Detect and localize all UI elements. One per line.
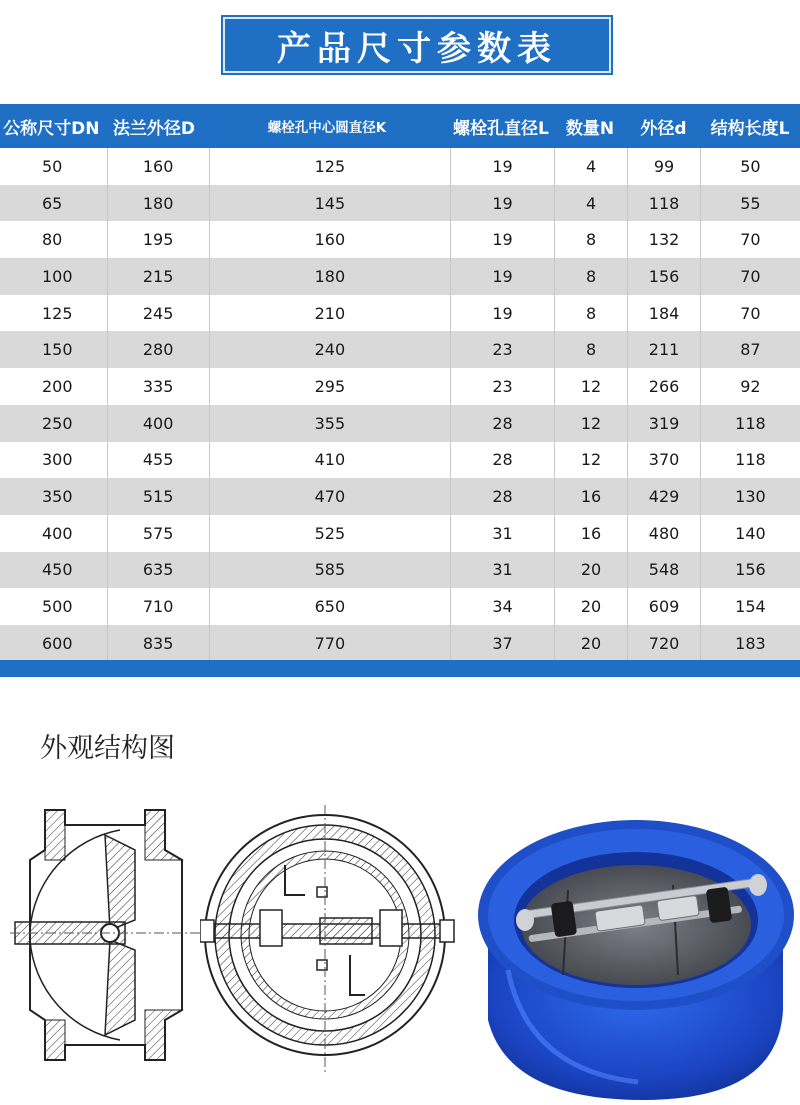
- cell-col-bolt-circle: 410: [210, 442, 452, 479]
- cell-col-outer-diameter: 609: [628, 588, 701, 625]
- cell-col-bolt-hole: 28: [451, 405, 555, 442]
- cell-col-face-length: 183: [735, 633, 766, 653]
- cell-col-flange-od: 400: [108, 405, 210, 442]
- valve-side-section-drawing: [10, 790, 200, 1080]
- cell-col-bolt-count: 12: [555, 442, 628, 479]
- cell-col-nominal-size: 400: [0, 515, 108, 552]
- cell-col-flange-od: 180: [108, 185, 210, 222]
- cell-col-nominal-size: 350: [0, 478, 108, 515]
- cell-col-face-length: 140: [735, 523, 766, 543]
- header-col-nominal-size: 公称尺寸DN: [3, 118, 100, 139]
- cell-col-nominal-size: 450: [0, 552, 108, 589]
- cell-col-bolt-count: 4: [555, 148, 628, 185]
- cell-col-bolt-hole: 19: [451, 295, 555, 332]
- cell-col-bolt-hole: 19: [451, 258, 555, 295]
- section-title: 外观结构图: [40, 733, 175, 764]
- cell-col-bolt-hole: 28: [451, 442, 555, 479]
- header-col-bolt-circle: 螺栓孔中心圆直径K: [267, 120, 387, 136]
- table-row: [0, 588, 800, 625]
- page-title: 产品尺寸参数表: [277, 28, 557, 69]
- cell-col-outer-diameter: 548: [628, 552, 701, 589]
- table-row: [0, 331, 800, 368]
- cell-col-nominal-size: 50: [0, 148, 108, 185]
- table-row: [0, 478, 800, 515]
- cell-col-nominal-size: 250: [0, 405, 108, 442]
- cell-col-flange-od: 515: [108, 478, 210, 515]
- table-row: [0, 405, 800, 442]
- cell-col-flange-od: 160: [108, 148, 210, 185]
- cell-col-flange-od: 455: [108, 442, 210, 479]
- header-col-face-length: 结构长度L: [710, 118, 790, 139]
- cell-col-face-length: 55: [740, 193, 761, 213]
- cell-col-bolt-count: 20: [555, 552, 628, 589]
- cell-col-bolt-count: 8: [555, 258, 628, 295]
- cell-col-outer-diameter: 211: [628, 331, 701, 368]
- valve-front-section-drawing: [200, 790, 465, 1090]
- cell-col-bolt-hole: 31: [451, 552, 555, 589]
- cell-col-bolt-hole: 19: [451, 185, 555, 222]
- cell-col-bolt-circle: 295: [210, 368, 452, 405]
- table-header-row: [0, 104, 800, 148]
- cell-col-outer-diameter: 118: [628, 185, 701, 222]
- cell-col-face-length: 87: [740, 340, 761, 360]
- cell-col-bolt-hole: 37: [451, 625, 555, 662]
- cell-col-flange-od: 280: [108, 331, 210, 368]
- cell-col-bolt-circle: 145: [210, 185, 452, 222]
- cell-col-outer-diameter: 266: [628, 368, 701, 405]
- cell-col-nominal-size: 200: [0, 368, 108, 405]
- header-col-bolt-count: 数量N: [565, 118, 615, 139]
- table-bottom-bar: [0, 660, 800, 677]
- cell-col-bolt-circle: 180: [210, 258, 452, 295]
- cell-col-outer-diameter: 132: [628, 221, 701, 258]
- cell-col-bolt-count: 20: [555, 588, 628, 625]
- cell-col-bolt-count: 16: [555, 478, 628, 515]
- cell-col-nominal-size: 100: [0, 258, 108, 295]
- title-banner: [223, 17, 611, 73]
- cell-col-bolt-hole: 19: [451, 221, 555, 258]
- cell-col-bolt-circle: 210: [210, 295, 452, 332]
- cell-col-bolt-circle: 585: [210, 552, 452, 589]
- cell-col-nominal-size: 150: [0, 331, 108, 368]
- cell-col-outer-diameter: 156: [628, 258, 701, 295]
- header-col-outer-diameter: 外径d: [640, 118, 687, 139]
- cell-col-bolt-circle: 240: [210, 331, 452, 368]
- cell-col-flange-od: 710: [108, 588, 210, 625]
- cell-col-bolt-count: 8: [555, 295, 628, 332]
- cell-col-flange-od: 335: [108, 368, 210, 405]
- cell-col-outer-diameter: 429: [628, 478, 701, 515]
- table-row: [0, 442, 800, 479]
- cell-col-bolt-hole: 23: [451, 368, 555, 405]
- cell-col-bolt-hole: 28: [451, 478, 555, 515]
- cell-col-flange-od: 635: [108, 552, 210, 589]
- table-row: [0, 258, 800, 295]
- cell-col-face-length: 50: [740, 156, 761, 176]
- cell-col-bolt-count: 20: [555, 625, 628, 662]
- cell-col-flange-od: 245: [108, 295, 210, 332]
- table-row: [0, 625, 800, 662]
- table-row: [0, 515, 800, 552]
- cell-col-face-length: 130: [735, 487, 766, 507]
- cell-col-face-length: 118: [735, 413, 766, 433]
- table-body: [0, 148, 800, 662]
- cell-col-face-length: 154: [735, 597, 766, 617]
- cell-col-outer-diameter: 319: [628, 405, 701, 442]
- cell-col-flange-od: 575: [108, 515, 210, 552]
- cell-col-bolt-hole: 19: [451, 148, 555, 185]
- cell-col-nominal-size: 600: [0, 625, 108, 662]
- table-row: [0, 221, 800, 258]
- header-col-bolt-hole: 螺栓孔直径L: [452, 118, 549, 139]
- cell-col-bolt-circle: 125: [210, 148, 452, 185]
- cell-col-face-length: 70: [740, 230, 761, 250]
- cell-col-face-length: 92: [740, 376, 761, 396]
- valve-photo: [468, 770, 800, 1105]
- table-row: [0, 368, 800, 405]
- cell-col-bolt-hole: 23: [451, 331, 555, 368]
- table-row: [0, 552, 800, 589]
- cell-col-bolt-count: 8: [555, 331, 628, 368]
- cell-col-bolt-count: 8: [555, 221, 628, 258]
- cell-col-bolt-circle: 470: [210, 478, 452, 515]
- cell-col-face-length: 118: [735, 450, 766, 470]
- cell-col-face-length: 70: [740, 303, 761, 323]
- cell-col-flange-od: 835: [108, 625, 210, 662]
- cell-col-bolt-circle: 770: [210, 625, 452, 662]
- cell-col-nominal-size: 125: [0, 295, 108, 332]
- cell-col-flange-od: 195: [108, 221, 210, 258]
- cell-col-nominal-size: 500: [0, 588, 108, 625]
- cell-col-bolt-hole: 31: [451, 515, 555, 552]
- cell-col-bolt-circle: 160: [210, 221, 452, 258]
- table-row: [0, 148, 800, 185]
- cell-col-nominal-size: 80: [0, 221, 108, 258]
- cell-col-bolt-circle: 525: [210, 515, 452, 552]
- cell-col-outer-diameter: 720: [628, 625, 701, 662]
- cell-col-face-length: 70: [740, 266, 761, 286]
- cell-col-bolt-circle: 355: [210, 405, 452, 442]
- header-col-flange-od: 法兰外径D: [112, 118, 195, 139]
- spec-table: [0, 104, 800, 662]
- cell-col-outer-diameter: 184: [628, 295, 701, 332]
- table-row: [0, 295, 800, 332]
- cell-col-outer-diameter: 99: [628, 148, 701, 185]
- cell-col-bolt-count: 12: [555, 405, 628, 442]
- cell-col-bolt-count: 4: [555, 185, 628, 222]
- cell-col-bolt-count: 16: [555, 515, 628, 552]
- cell-col-bolt-hole: 34: [451, 588, 555, 625]
- cell-col-nominal-size: 65: [0, 185, 108, 222]
- cell-col-outer-diameter: 370: [628, 442, 701, 479]
- cell-col-flange-od: 215: [108, 258, 210, 295]
- cell-col-bolt-circle: 650: [210, 588, 452, 625]
- cell-col-nominal-size: 300: [0, 442, 108, 479]
- cell-col-bolt-count: 12: [555, 368, 628, 405]
- table-row: [0, 185, 800, 222]
- cell-col-outer-diameter: 480: [628, 515, 701, 552]
- cell-col-face-length: 156: [735, 560, 766, 580]
